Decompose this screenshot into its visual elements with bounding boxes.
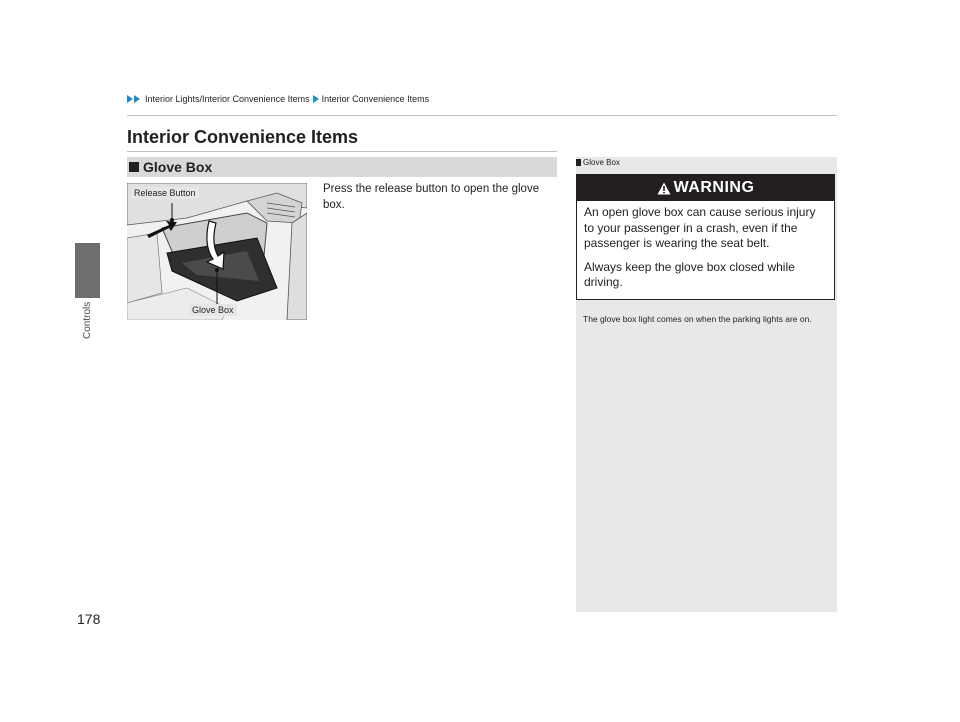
breadcrumb-arrows-icon (127, 95, 140, 103)
note-reference (576, 158, 620, 167)
warning-box (576, 174, 835, 300)
header-divider (127, 115, 837, 116)
instruction-text: Press the release button to open the glove box. (323, 183, 540, 211)
glove-box-label: Glove Box (189, 304, 237, 316)
warning-text-2: Always keep the glove box closed while driving. (584, 259, 795, 289)
square-bullet-icon (129, 162, 139, 172)
breadcrumb (127, 94, 429, 104)
warning-title: WARNING (673, 179, 755, 196)
reference-marker-icon (576, 159, 581, 166)
subsection-title: Glove Box (143, 159, 213, 175)
glove-box-illustration (127, 183, 307, 320)
note-reference-title: Glove Box (583, 158, 620, 167)
warning-text-1: An open glove box can cause serious injury to your passenger in a crash, even if the passenger is wearing the seat belt. (584, 205, 816, 250)
warning-header (577, 175, 834, 201)
side-tab (75, 243, 100, 298)
breadcrumb-current: Interior Convenience Items (321, 94, 430, 104)
page-number: 178 (77, 611, 101, 627)
warning-body (577, 201, 834, 291)
side-tab-label: Controls (82, 301, 93, 340)
warning-triangle-icon (657, 182, 671, 195)
subsection-heading (127, 157, 557, 177)
breadcrumb-separator-icon (313, 95, 319, 103)
release-button-label: Release Button (131, 187, 199, 199)
breadcrumb-parent-link[interactable]: Interior Lights/Interior Convenience Items (145, 94, 310, 104)
note-text: The glove box light comes on when the parking lights are on. (583, 314, 812, 324)
glove-box-drawing (127, 183, 307, 320)
title-divider (127, 151, 557, 152)
page-title: Interior Convenience Items (127, 127, 359, 147)
